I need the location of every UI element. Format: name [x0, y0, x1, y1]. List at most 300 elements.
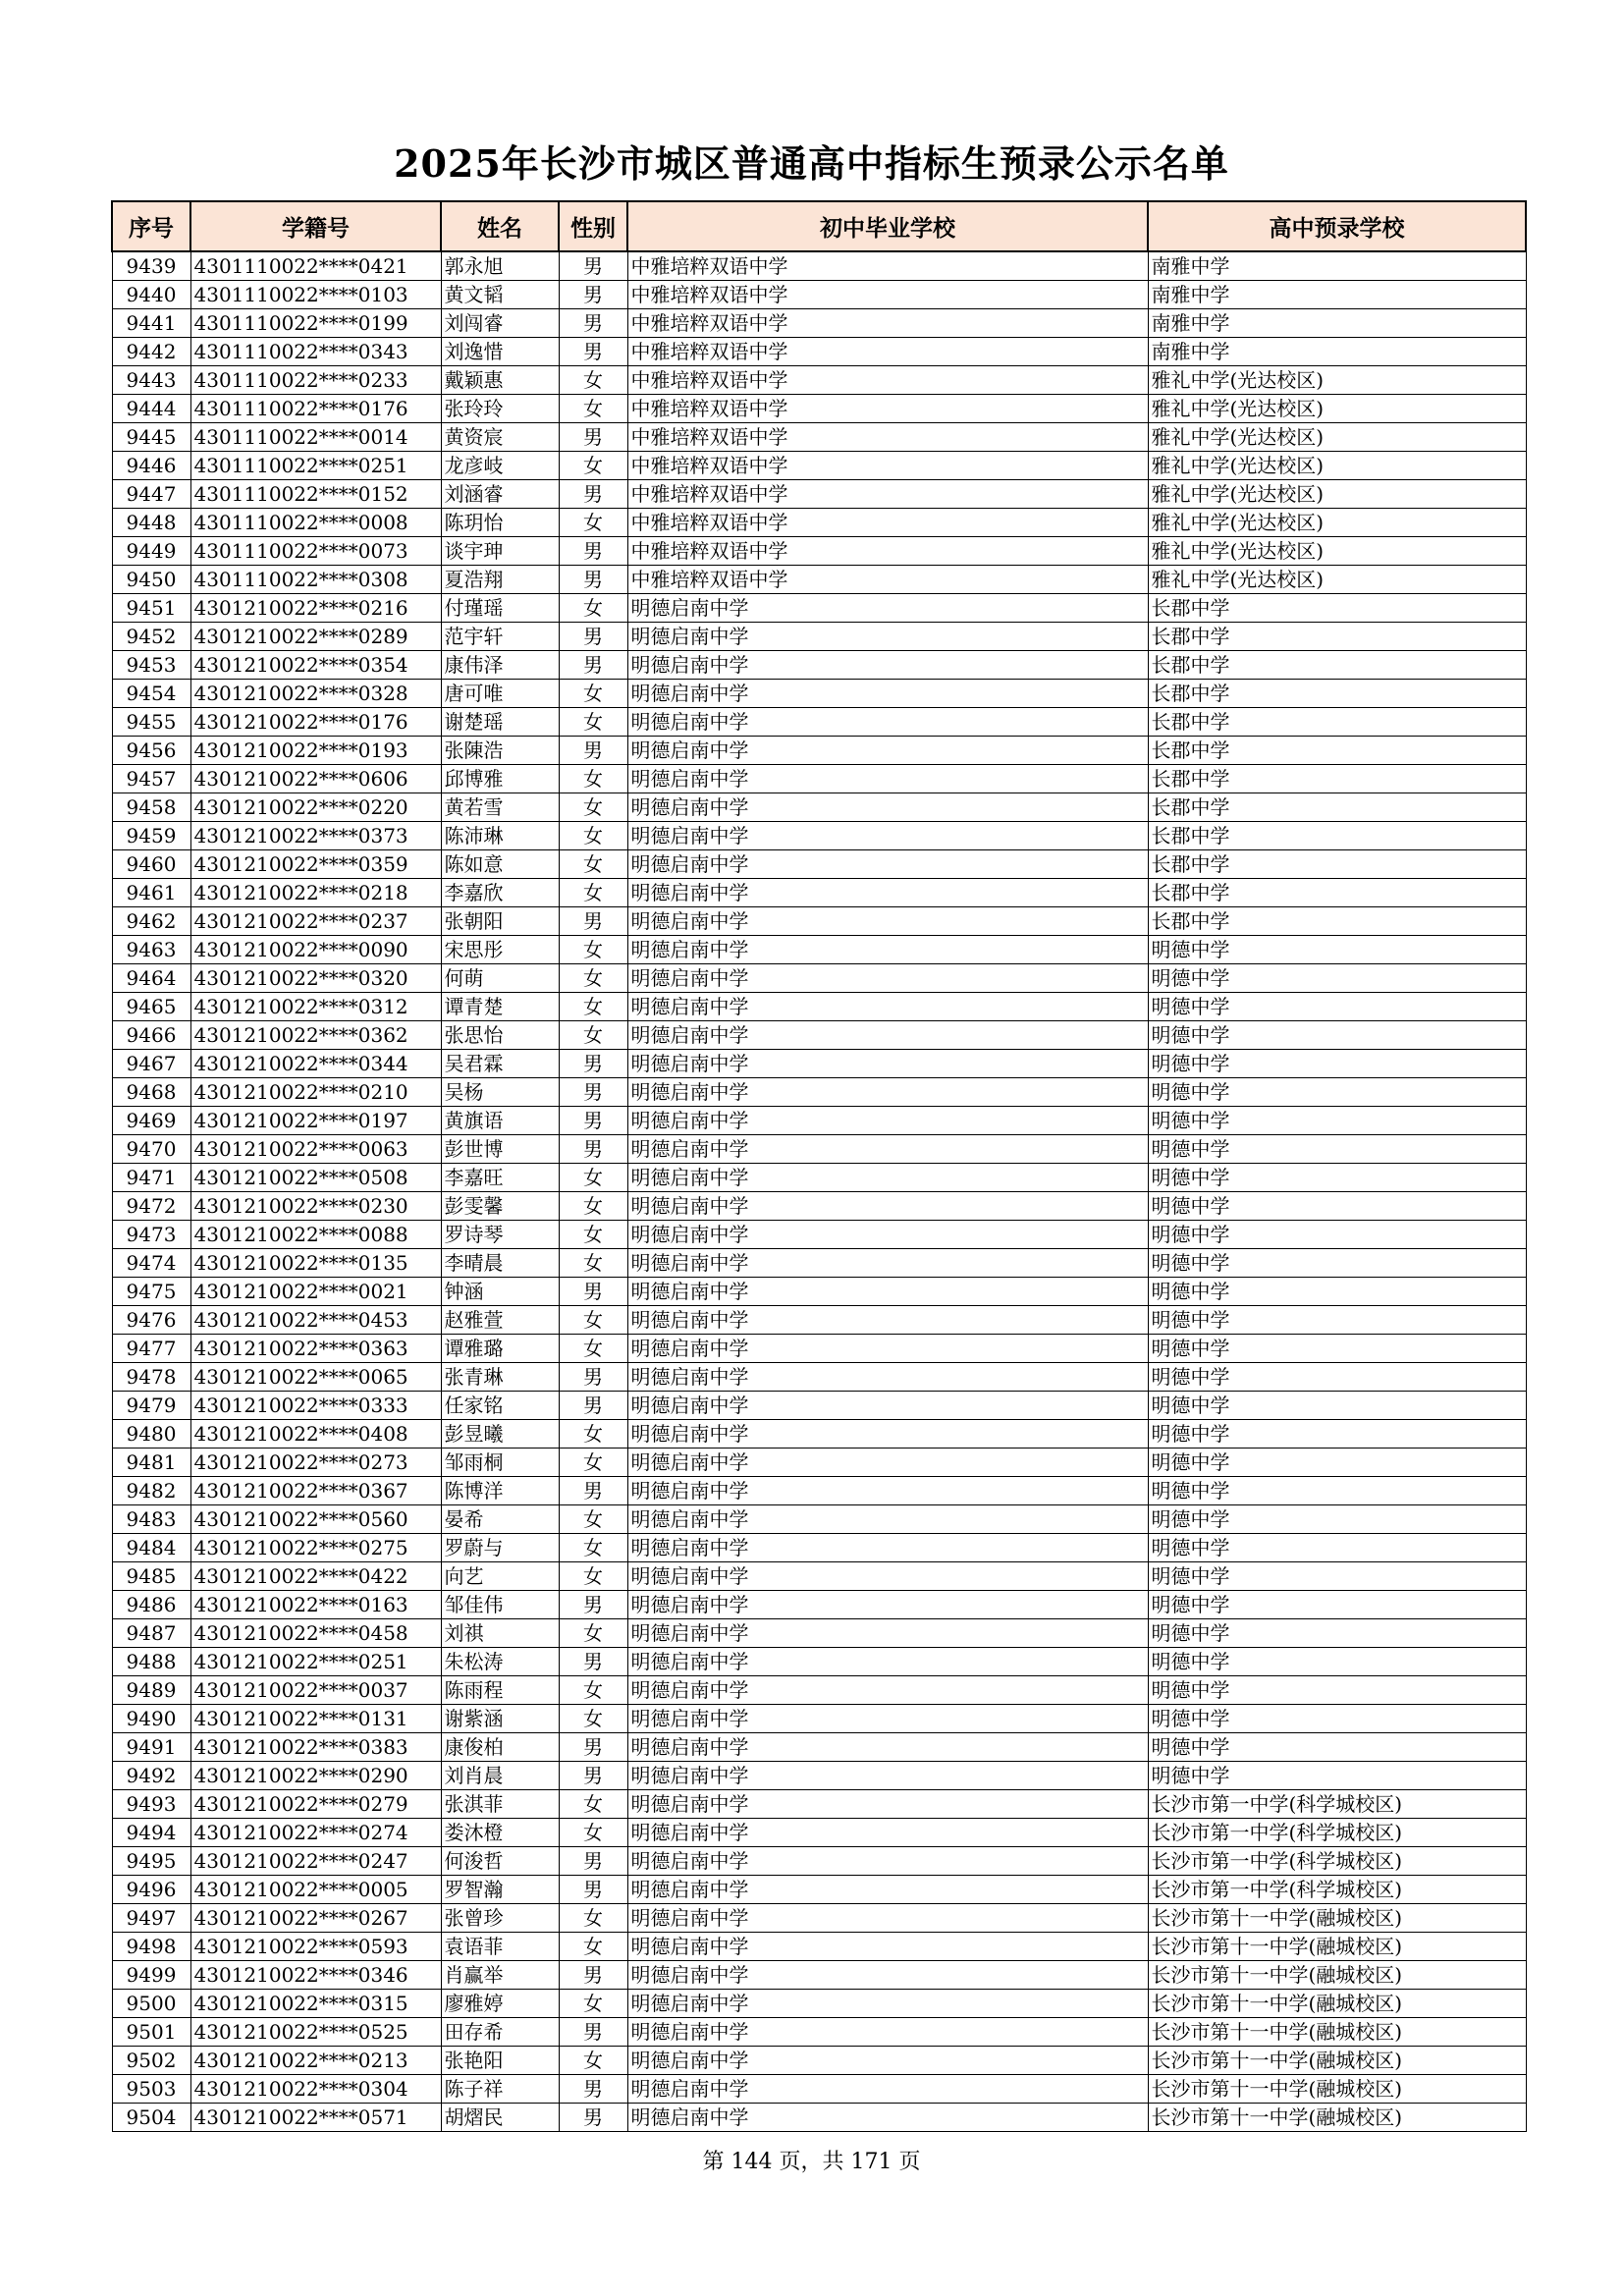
- cell-junior-school: 中雅培粹双语中学: [627, 509, 1148, 537]
- table-row: [112, 993, 1526, 1021]
- cell-name: 付瑾瑶: [441, 594, 559, 623]
- cell-senior-school: 长沙市第十一中学(融城校区): [1148, 1933, 1526, 1961]
- cell-gender: 女: [559, 1335, 627, 1363]
- cell-student-id: 4301210022****0453: [190, 1306, 441, 1335]
- cell-gender: 女: [559, 1933, 627, 1961]
- cell-serial: 9492: [112, 1762, 190, 1790]
- table-row: [112, 1990, 1526, 2018]
- cell-student-id: 4301210022****0037: [190, 1676, 441, 1705]
- cell-serial: 9444: [112, 395, 190, 423]
- cell-gender: 女: [559, 993, 627, 1021]
- cell-serial: 9448: [112, 509, 190, 537]
- cell-serial: 9464: [112, 964, 190, 993]
- cell-serial: 9474: [112, 1249, 190, 1278]
- table-row: [112, 1335, 1526, 1363]
- table-row: [112, 1221, 1526, 1249]
- cell-name: 赵雅萱: [441, 1306, 559, 1335]
- cell-gender: 女: [559, 509, 627, 537]
- cell-serial: 9445: [112, 423, 190, 452]
- cell-student-id: 4301210022****0290: [190, 1762, 441, 1790]
- cell-serial: 9469: [112, 1107, 190, 1135]
- cell-student-id: 4301210022****0289: [190, 623, 441, 651]
- cell-serial: 9480: [112, 1420, 190, 1449]
- cell-serial: 9456: [112, 737, 190, 765]
- table-row: [112, 1534, 1526, 1562]
- cell-student-id: 4301210022****0163: [190, 1591, 441, 1619]
- cell-gender: 女: [559, 1164, 627, 1192]
- column-header-junior-school: 初中毕业学校: [627, 201, 1148, 251]
- cell-gender: 男: [559, 1392, 627, 1420]
- cell-student-id: 4301210022****0333: [190, 1392, 441, 1420]
- cell-student-id: 4301110022****0008: [190, 509, 441, 537]
- cell-serial: 9488: [112, 1648, 190, 1676]
- cell-name: 黄若雪: [441, 793, 559, 822]
- cell-name: 康伟泽: [441, 651, 559, 680]
- cell-serial: 9457: [112, 765, 190, 793]
- cell-senior-school: 明德中学: [1148, 993, 1526, 1021]
- cell-student-id: 4301210022****0328: [190, 680, 441, 708]
- cell-gender: 男: [559, 1648, 627, 1676]
- cell-name: 郭永旭: [441, 251, 559, 281]
- cell-junior-school: 明德启南中学: [627, 1733, 1148, 1762]
- table-row: [112, 907, 1526, 936]
- cell-gender: 男: [559, 423, 627, 452]
- cell-student-id: 4301210022****0373: [190, 822, 441, 850]
- cell-serial: 9471: [112, 1164, 190, 1192]
- cell-senior-school: 长郡中学: [1148, 680, 1526, 708]
- cell-name: 刘肖晨: [441, 1762, 559, 1790]
- cell-serial: 9461: [112, 879, 190, 907]
- cell-senior-school: 雅礼中学(光达校区): [1148, 566, 1526, 594]
- cell-serial: 9443: [112, 366, 190, 395]
- cell-gender: 女: [559, 2047, 627, 2075]
- cell-senior-school: 雅礼中学(光达校区): [1148, 537, 1526, 566]
- cell-name: 娄沐橙: [441, 1819, 559, 1847]
- cell-junior-school: 明德启南中学: [627, 708, 1148, 737]
- table-row: [112, 879, 1526, 907]
- table-row: [112, 1135, 1526, 1164]
- cell-serial: 9479: [112, 1392, 190, 1420]
- cell-name: 廖雅婷: [441, 1990, 559, 2018]
- cell-student-id: 4301210022****0560: [190, 1505, 441, 1534]
- table-row: [112, 1278, 1526, 1306]
- cell-gender: 女: [559, 366, 627, 395]
- cell-serial: 9459: [112, 822, 190, 850]
- cell-senior-school: 长郡中学: [1148, 708, 1526, 737]
- cell-gender: 女: [559, 1249, 627, 1278]
- table-header-row: [112, 201, 1526, 251]
- cell-serial: 9486: [112, 1591, 190, 1619]
- cell-gender: 女: [559, 850, 627, 879]
- cell-senior-school: 明德中学: [1148, 1420, 1526, 1449]
- table-row: [112, 1819, 1526, 1847]
- cell-senior-school: 南雅中学: [1148, 281, 1526, 309]
- cell-name: 彭雯馨: [441, 1192, 559, 1221]
- document-title: 2025年长沙市城区普通高中指标生预录公示名单: [394, 141, 1229, 186]
- cell-student-id: 4301210022****0090: [190, 936, 441, 964]
- cell-serial: 9493: [112, 1790, 190, 1819]
- table-row: [112, 1705, 1526, 1733]
- cell-junior-school: 明德启南中学: [627, 1449, 1148, 1477]
- cell-senior-school: 长沙市第十一中学(融城校区): [1148, 2104, 1526, 2132]
- cell-gender: 女: [559, 1221, 627, 1249]
- cell-name: 张陳浩: [441, 737, 559, 765]
- cell-junior-school: 明德启南中学: [627, 1990, 1148, 2018]
- cell-senior-school: 明德中学: [1148, 1562, 1526, 1591]
- cell-serial: 9452: [112, 623, 190, 651]
- cell-junior-school: 明德启南中学: [627, 1619, 1148, 1648]
- cell-senior-school: 长郡中学: [1148, 594, 1526, 623]
- cell-student-id: 4301210022****0367: [190, 1477, 441, 1505]
- cell-serial: 9458: [112, 793, 190, 822]
- cell-senior-school: 明德中学: [1148, 1534, 1526, 1562]
- cell-student-id: 4301210022****0422: [190, 1562, 441, 1591]
- cell-gender: 女: [559, 708, 627, 737]
- cell-senior-school: 雅礼中学(光达校区): [1148, 423, 1526, 452]
- cell-gender: 女: [559, 1420, 627, 1449]
- cell-gender: 男: [559, 566, 627, 594]
- cell-junior-school: 明德启南中学: [627, 1819, 1148, 1847]
- cell-gender: 女: [559, 1819, 627, 1847]
- cell-student-id: 4301110022****0233: [190, 366, 441, 395]
- table-row: [112, 509, 1526, 537]
- cell-name: 钟涵: [441, 1278, 559, 1306]
- cell-name: 田存希: [441, 2018, 559, 2047]
- cell-gender: 女: [559, 1449, 627, 1477]
- cell-gender: 男: [559, 2075, 627, 2104]
- cell-name: 朱松涛: [441, 1648, 559, 1676]
- cell-gender: 男: [559, 2104, 627, 2132]
- cell-junior-school: 明德启南中学: [627, 1876, 1148, 1904]
- cell-senior-school: 长沙市第一中学(科学城校区): [1148, 1819, 1526, 1847]
- cell-junior-school: 明德启南中学: [627, 1192, 1148, 1221]
- cell-senior-school: 明德中学: [1148, 1135, 1526, 1164]
- cell-student-id: 4301210022****0065: [190, 1363, 441, 1392]
- cell-student-id: 4301210022****0408: [190, 1420, 441, 1449]
- cell-serial: 9441: [112, 309, 190, 338]
- table-row: [112, 1449, 1526, 1477]
- cell-serial: 9466: [112, 1021, 190, 1050]
- cell-name: 陈沛琳: [441, 822, 559, 850]
- cell-junior-school: 明德启南中学: [627, 1705, 1148, 1733]
- cell-serial: 9460: [112, 850, 190, 879]
- table-row: [112, 2018, 1526, 2047]
- table-row: [112, 936, 1526, 964]
- cell-senior-school: 长郡中学: [1148, 765, 1526, 793]
- cell-serial: 9503: [112, 2075, 190, 2104]
- cell-name: 夏浩翔: [441, 566, 559, 594]
- cell-serial: 9497: [112, 1904, 190, 1933]
- cell-junior-school: 明德启南中学: [627, 793, 1148, 822]
- cell-senior-school: 长沙市第十一中学(融城校区): [1148, 1904, 1526, 1933]
- cell-student-id: 4301210022****0273: [190, 1449, 441, 1477]
- cell-gender: 女: [559, 964, 627, 993]
- cell-senior-school: 明德中学: [1148, 1705, 1526, 1733]
- cell-gender: 男: [559, 1078, 627, 1107]
- cell-student-id: 4301110022****0152: [190, 480, 441, 509]
- cell-senior-school: 明德中学: [1148, 1477, 1526, 1505]
- cell-senior-school: 明德中学: [1148, 1591, 1526, 1619]
- cell-name: 宋思彤: [441, 936, 559, 964]
- cell-student-id: 4301110022****0421: [190, 251, 441, 281]
- cell-gender: 女: [559, 936, 627, 964]
- cell-student-id: 4301110022****0014: [190, 423, 441, 452]
- table-row: [112, 423, 1526, 452]
- table-row: [112, 822, 1526, 850]
- table-row: [112, 251, 1526, 281]
- cell-student-id: 4301210022****0021: [190, 1278, 441, 1306]
- cell-junior-school: 明德启南中学: [627, 1420, 1148, 1449]
- cell-junior-school: 中雅培粹双语中学: [627, 251, 1148, 281]
- cell-name: 陈子祥: [441, 2075, 559, 2104]
- cell-student-id: 4301210022****0571: [190, 2104, 441, 2132]
- cell-gender: 男: [559, 1363, 627, 1392]
- table-row: [112, 1050, 1526, 1078]
- cell-serial: 9442: [112, 338, 190, 366]
- cell-junior-school: 明德启南中学: [627, 2047, 1148, 2075]
- cell-serial: 9496: [112, 1876, 190, 1904]
- cell-senior-school: 明德中学: [1148, 936, 1526, 964]
- cell-name: 张曾珍: [441, 1904, 559, 1933]
- cell-gender: 女: [559, 1505, 627, 1534]
- table-row: [112, 1847, 1526, 1876]
- cell-junior-school: 明德启南中学: [627, 936, 1148, 964]
- cell-senior-school: 雅礼中学(光达校区): [1148, 452, 1526, 480]
- cell-senior-school: 明德中学: [1148, 1733, 1526, 1762]
- cell-student-id: 4301210022****0213: [190, 2047, 441, 2075]
- cell-gender: 女: [559, 1904, 627, 1933]
- column-header-name: 姓名: [441, 201, 559, 251]
- cell-name: 任家铭: [441, 1392, 559, 1420]
- cell-junior-school: 明德启南中学: [627, 1107, 1148, 1135]
- table-row: [112, 1648, 1526, 1676]
- table-row: [112, 1306, 1526, 1335]
- cell-gender: 女: [559, 594, 627, 623]
- cell-senior-school: 长郡中学: [1148, 623, 1526, 651]
- cell-name: 袁语菲: [441, 1933, 559, 1961]
- cell-student-id: 4301110022****0103: [190, 281, 441, 309]
- table-row: [112, 1192, 1526, 1221]
- cell-student-id: 4301210022****0251: [190, 1648, 441, 1676]
- cell-name: 彭世博: [441, 1135, 559, 1164]
- cell-senior-school: 长沙市第一中学(科学城校区): [1148, 1847, 1526, 1876]
- cell-name: 吴杨: [441, 1078, 559, 1107]
- table-row: [112, 1961, 1526, 1990]
- table-row: [112, 452, 1526, 480]
- cell-serial: 9472: [112, 1192, 190, 1221]
- cell-junior-school: 中雅培粹双语中学: [627, 452, 1148, 480]
- admission-list-table: [111, 200, 1527, 2132]
- table-row: [112, 1107, 1526, 1135]
- cell-name: 肖赢举: [441, 1961, 559, 1990]
- cell-gender: 男: [559, 1762, 627, 1790]
- cell-student-id: 4301210022****0274: [190, 1819, 441, 1847]
- cell-senior-school: 明德中学: [1148, 1762, 1526, 1790]
- cell-name: 黄资宸: [441, 423, 559, 452]
- cell-gender: 男: [559, 907, 627, 936]
- cell-name: 吴君霖: [441, 1050, 559, 1078]
- cell-senior-school: 长沙市第十一中学(融城校区): [1148, 2047, 1526, 2075]
- cell-junior-school: 明德启南中学: [627, 1164, 1148, 1192]
- table-row: [112, 651, 1526, 680]
- table-row: [112, 850, 1526, 879]
- cell-gender: 男: [559, 1876, 627, 1904]
- column-header-serial: 序号: [112, 201, 190, 251]
- column-header-gender: 性别: [559, 201, 627, 251]
- cell-junior-school: 明德启南中学: [627, 1591, 1148, 1619]
- cell-student-id: 4301210022****0363: [190, 1335, 441, 1363]
- cell-serial: 9494: [112, 1819, 190, 1847]
- cell-gender: 女: [559, 1192, 627, 1221]
- cell-student-id: 4301210022****0210: [190, 1078, 441, 1107]
- cell-junior-school: 明德启南中学: [627, 1278, 1148, 1306]
- cell-gender: 女: [559, 1021, 627, 1050]
- cell-student-id: 4301210022****0197: [190, 1107, 441, 1135]
- cell-junior-school: 明德启南中学: [627, 1534, 1148, 1562]
- table-row: [112, 793, 1526, 822]
- cell-student-id: 4301210022****0344: [190, 1050, 441, 1078]
- cell-junior-school: 明德启南中学: [627, 1021, 1148, 1050]
- cell-student-id: 4301210022****0346: [190, 1961, 441, 1990]
- cell-serial: 9501: [112, 2018, 190, 2047]
- table-row: [112, 1790, 1526, 1819]
- cell-serial: 9476: [112, 1306, 190, 1335]
- cell-serial: 9463: [112, 936, 190, 964]
- cell-senior-school: 南雅中学: [1148, 309, 1526, 338]
- cell-junior-school: 明德启南中学: [627, 1562, 1148, 1591]
- table-row: [112, 1078, 1526, 1107]
- table-row: [112, 1591, 1526, 1619]
- table-row: [112, 2075, 1526, 2104]
- cell-name: 胡熠民: [441, 2104, 559, 2132]
- table-body: [112, 251, 1526, 2132]
- cell-junior-school: 明德启南中学: [627, 879, 1148, 907]
- cell-name: 何萌: [441, 964, 559, 993]
- cell-junior-school: 明德启南中学: [627, 1335, 1148, 1363]
- cell-junior-school: 明德启南中学: [627, 850, 1148, 879]
- cell-junior-school: 明德启南中学: [627, 1249, 1148, 1278]
- cell-name: 陈雨程: [441, 1676, 559, 1705]
- table-row: [112, 1505, 1526, 1534]
- cell-junior-school: 中雅培粹双语中学: [627, 480, 1148, 509]
- cell-student-id: 4301210022****0362: [190, 1021, 441, 1050]
- table-row: [112, 765, 1526, 793]
- cell-serial: 9440: [112, 281, 190, 309]
- cell-junior-school: 明德启南中学: [627, 1648, 1148, 1676]
- cell-student-id: 4301210022****0063: [190, 1135, 441, 1164]
- cell-name: 张玲玲: [441, 395, 559, 423]
- cell-junior-school: 明德启南中学: [627, 1505, 1148, 1534]
- cell-gender: 男: [559, 251, 627, 281]
- cell-student-id: 4301110022****0176: [190, 395, 441, 423]
- cell-serial: 9482: [112, 1477, 190, 1505]
- cell-serial: 9477: [112, 1335, 190, 1363]
- cell-junior-school: 明德启南中学: [627, 1847, 1148, 1876]
- cell-gender: 男: [559, 281, 627, 309]
- cell-junior-school: 明德启南中学: [627, 680, 1148, 708]
- cell-gender: 男: [559, 2018, 627, 2047]
- cell-junior-school: 明德启南中学: [627, 822, 1148, 850]
- table-row: [112, 1733, 1526, 1762]
- cell-student-id: 4301210022****0220: [190, 793, 441, 822]
- cell-name: 张朝阳: [441, 907, 559, 936]
- cell-gender: 男: [559, 1847, 627, 1876]
- cell-serial: 9462: [112, 907, 190, 936]
- table-row: [112, 281, 1526, 309]
- cell-name: 何浚哲: [441, 1847, 559, 1876]
- cell-student-id: 4301210022****0218: [190, 879, 441, 907]
- cell-serial: 9499: [112, 1961, 190, 1990]
- cell-junior-school: 明德启南中学: [627, 993, 1148, 1021]
- table-row: [112, 1477, 1526, 1505]
- cell-senior-school: 明德中学: [1148, 1505, 1526, 1534]
- table-row: [112, 1249, 1526, 1278]
- cell-student-id: 4301210022****0359: [190, 850, 441, 879]
- table-row: [112, 594, 1526, 623]
- cell-junior-school: 中雅培粹双语中学: [627, 537, 1148, 566]
- table-row: [112, 1392, 1526, 1420]
- cell-senior-school: 长郡中学: [1148, 907, 1526, 936]
- cell-gender: 男: [559, 1477, 627, 1505]
- cell-student-id: 4301210022****0383: [190, 1733, 441, 1762]
- cell-junior-school: 中雅培粹双语中学: [627, 423, 1148, 452]
- cell-junior-school: 明德启南中学: [627, 2075, 1148, 2104]
- cell-gender: 男: [559, 1050, 627, 1078]
- table-row: [112, 1876, 1526, 1904]
- cell-senior-school: 明德中学: [1148, 964, 1526, 993]
- table-row: [112, 1562, 1526, 1591]
- cell-gender: 女: [559, 1676, 627, 1705]
- cell-senior-school: 长沙市第十一中学(融城校区): [1148, 2018, 1526, 2047]
- cell-serial: 9495: [112, 1847, 190, 1876]
- cell-gender: 男: [559, 480, 627, 509]
- cell-name: 黄文韬: [441, 281, 559, 309]
- cell-senior-school: 明德中学: [1148, 1249, 1526, 1278]
- table-row: [112, 1762, 1526, 1790]
- cell-name: 刘逸惜: [441, 338, 559, 366]
- cell-serial: 9478: [112, 1363, 190, 1392]
- cell-gender: 女: [559, 822, 627, 850]
- cell-senior-school: 明德中学: [1148, 1648, 1526, 1676]
- cell-senior-school: 明德中学: [1148, 1363, 1526, 1392]
- table-row: [112, 537, 1526, 566]
- table-row: [112, 1619, 1526, 1648]
- cell-name: 邱博雅: [441, 765, 559, 793]
- cell-student-id: 4301210022****0354: [190, 651, 441, 680]
- cell-junior-school: 明德启南中学: [627, 1050, 1148, 1078]
- cell-junior-school: 明德启南中学: [627, 1135, 1148, 1164]
- cell-senior-school: 雅礼中学(光达校区): [1148, 509, 1526, 537]
- cell-senior-school: 明德中学: [1148, 1107, 1526, 1135]
- cell-senior-school: 长郡中学: [1148, 879, 1526, 907]
- cell-name: 谭雅璐: [441, 1335, 559, 1363]
- cell-senior-school: 雅礼中学(光达校区): [1148, 395, 1526, 423]
- cell-senior-school: 南雅中学: [1148, 338, 1526, 366]
- cell-serial: 9481: [112, 1449, 190, 1477]
- cell-student-id: 4301210022****0279: [190, 1790, 441, 1819]
- cell-senior-school: 明德中学: [1148, 1335, 1526, 1363]
- table-row: [112, 309, 1526, 338]
- cell-name: 张青琳: [441, 1363, 559, 1392]
- cell-gender: 女: [559, 395, 627, 423]
- cell-serial: 9451: [112, 594, 190, 623]
- cell-gender: 男: [559, 338, 627, 366]
- cell-gender: 男: [559, 1591, 627, 1619]
- cell-serial: 9500: [112, 1990, 190, 2018]
- cell-name: 刘闯睿: [441, 309, 559, 338]
- cell-student-id: 4301210022****0247: [190, 1847, 441, 1876]
- cell-student-id: 4301110022****0308: [190, 566, 441, 594]
